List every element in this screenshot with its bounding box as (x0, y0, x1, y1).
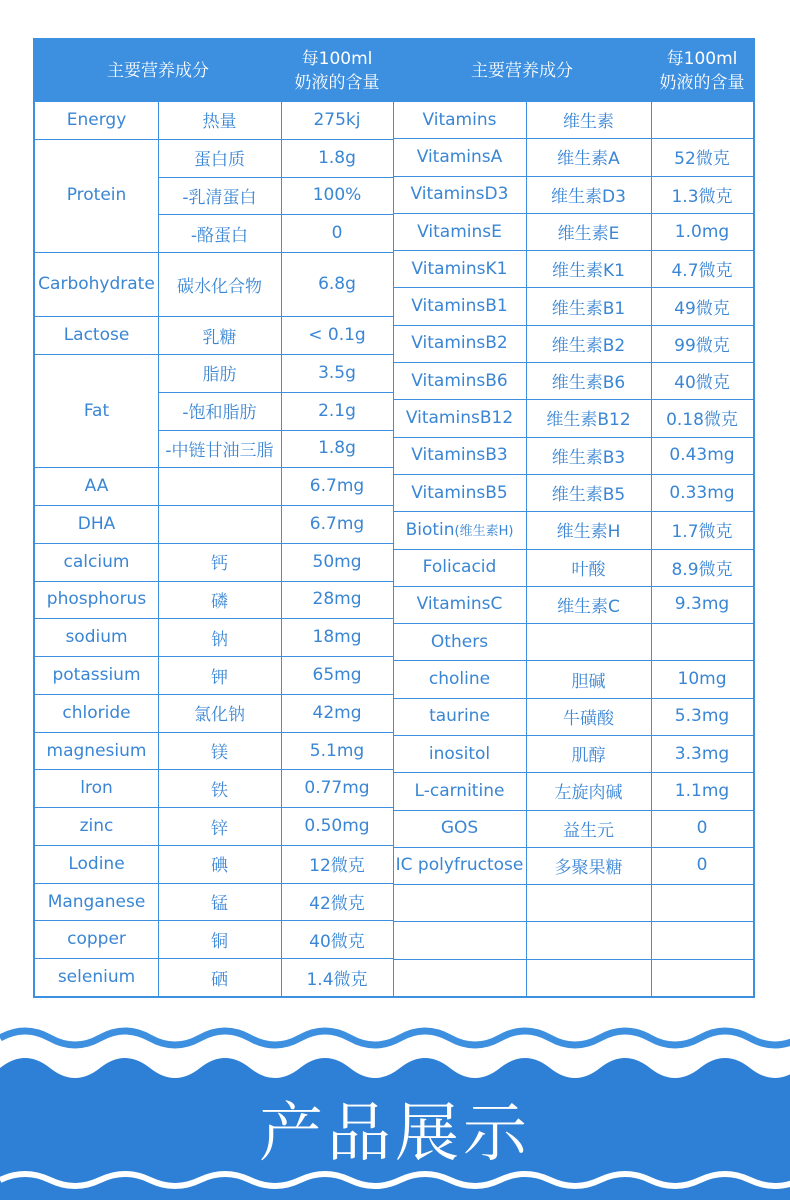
nutrient-value: 99微克 (674, 335, 730, 356)
nutrition-table (33, 38, 755, 998)
nutrient-name-en (393, 213, 526, 250)
nutrient-value: 0.77mg (304, 778, 370, 799)
nutrient-name-en-text: L-carnitine (414, 780, 505, 801)
row-divider (393, 138, 753, 139)
nutrient-name-en-text: VitaminsK1 (411, 258, 508, 279)
nutrient-value: 1.1mg (674, 780, 730, 801)
nutrient-value: 0 (331, 223, 343, 244)
nutrient-value: 12微克 (309, 856, 365, 877)
nutrient-name-en (393, 362, 526, 399)
nutrient-name-en-text: GOS (440, 818, 479, 839)
nutrient-value: 5.1mg (309, 740, 365, 761)
row-divider (35, 656, 393, 657)
row-divider (35, 769, 393, 770)
nutrient-name-cn: 肌醇 (571, 746, 606, 767)
nutrient-name-cn: 热量 (202, 112, 237, 133)
nutrient-value: 9.3mg (674, 594, 730, 615)
row-divider (35, 252, 393, 253)
row-divider (393, 176, 753, 177)
nutrient-name-en (393, 735, 526, 772)
nutrient-name-cn: -乳清蛋白 (182, 187, 257, 208)
row-divider (393, 511, 753, 512)
nutrient-name-en: selenium (57, 967, 136, 988)
nutrient-name-en: DHA (77, 513, 116, 534)
nutrient-name-en: potassium (52, 665, 141, 685)
nutrient-name-en-text: VitaminsC (416, 594, 503, 615)
nutrient-name-en (393, 586, 526, 623)
nutrient-name-en: magnesium (46, 740, 147, 761)
nutrient-value: 40微克 (674, 373, 730, 394)
nutrient-name-cn: 乳糖 (202, 327, 237, 348)
nutrient-name-en-text: Folicacid (422, 557, 497, 578)
row-divider (35, 845, 393, 846)
nutrient-name-en: phosphorus (46, 589, 147, 610)
nutrient-name-en: Energy (66, 109, 127, 130)
row-divider (393, 810, 753, 811)
nutrient-name-en: Manganese (47, 891, 146, 912)
row-divider (393, 213, 753, 214)
row-divider (35, 694, 393, 695)
nutrient-name-en: lron (80, 778, 113, 799)
nutrient-name-cn: 益生元 (563, 820, 614, 841)
nutrient-value: 1.0mg (674, 221, 730, 242)
column-divider (281, 101, 282, 996)
nutrient-name-cn: 碘 (211, 856, 228, 877)
nutrient-name-en-text: VitaminsB12 (405, 407, 514, 428)
nutrient-value: 18mg (312, 627, 362, 648)
nutrient-value: 50mg (312, 551, 362, 572)
nutrient-name-cn: 维生素B3 (551, 447, 626, 468)
nutrient-value: 2.1g (318, 400, 356, 421)
row-divider (35, 316, 393, 317)
nutrient-value: 1.4微克 (306, 969, 368, 990)
nutrient-name-cn: 维生素B5 (551, 485, 626, 506)
nutrient-name-en (393, 810, 526, 847)
nutrient-name-en: Lactose (63, 325, 130, 346)
nutrient-name-cn: -饱和脂肪 (182, 403, 257, 424)
header-col2-line2: 奶液的含量 (294, 72, 380, 93)
row-divider (393, 250, 753, 251)
nutrient-value: 6.7mg (309, 513, 365, 534)
nutrient-name-en-text: Others (430, 631, 489, 652)
row-divider (35, 354, 393, 355)
column-divider (158, 101, 159, 996)
nutrient-value: 3.5g (318, 362, 356, 383)
nutrient-value: 275kj (313, 109, 361, 130)
row-divider (35, 581, 393, 582)
row-divider (393, 772, 753, 773)
nutrient-name-cn: 维生素K1 (552, 261, 625, 282)
nutrient-name-en-text: VitaminsB2 (411, 333, 508, 354)
nutrient-name-en (393, 847, 526, 884)
row-divider (35, 543, 393, 544)
nutrient-value: 1.8g (318, 147, 356, 168)
nutrient-value: 8.9微克 (671, 559, 733, 580)
nutrient-value: 0.18微克 (666, 410, 738, 431)
nutrient-name-en: Carbohydrate (38, 274, 155, 295)
nutrient-name-en-text: VitaminsA (416, 146, 503, 167)
nutrient-name-en-text: Vitamins (422, 109, 497, 130)
row-divider (393, 474, 753, 475)
nutrient-name-en: Lodine (68, 853, 125, 874)
nutrient-name-cn: 维生素B6 (551, 373, 626, 394)
row-divider (393, 884, 753, 885)
column-divider (393, 101, 394, 996)
nutrient-name-cn: 维生素B12 (546, 410, 631, 431)
nutrient-name-en-text: VitaminsD3 (410, 184, 509, 205)
nutrient-name-cn: 锰 (211, 894, 228, 915)
nutrient-name-cn: 维生素 (563, 112, 614, 133)
row-divider (393, 362, 753, 363)
row-divider (393, 623, 753, 624)
nutrient-name-cn: 硒 (211, 969, 228, 990)
nutrient-value: 40微克 (309, 931, 365, 952)
nutrient-name-en (393, 138, 526, 175)
row-divider (35, 618, 393, 619)
column-divider (526, 101, 527, 996)
row-divider (35, 505, 393, 506)
nutrient-value: 10mg (677, 669, 727, 690)
nutrient-name-en-text: VitaminsB1 (411, 296, 508, 317)
header-col2-line1: 每100ml (301, 48, 373, 69)
row-divider (35, 883, 393, 884)
row-divider (35, 467, 393, 468)
table-body (35, 101, 753, 996)
nutrient-value: 5.3mg (674, 706, 730, 727)
nutrient-value (651, 101, 753, 138)
row-divider (158, 214, 393, 215)
row-divider (393, 549, 753, 550)
nutrient-name-cn: 维生素B1 (551, 298, 626, 319)
row-divider (158, 430, 393, 431)
header-col2 (281, 40, 393, 101)
row-divider (35, 101, 753, 102)
nutrient-value: 0 (696, 818, 708, 839)
nutrient-name-en (393, 698, 526, 735)
nutrient-value: 1.3微克 (671, 186, 733, 207)
row-divider (35, 920, 393, 921)
nutrient-value: 0.33mg (669, 482, 735, 503)
table-header (35, 40, 753, 101)
nutrient-value: 6.8g (318, 274, 356, 295)
row-divider (393, 325, 753, 326)
nutrient-name-cn: 磷 (211, 591, 228, 612)
nutrient-name-cn: 蛋白质 (194, 150, 245, 171)
nutrient-name-cn: 左旋肉碱 (554, 783, 623, 804)
nutrient-name-en: Protein (66, 185, 127, 206)
nutrient-name-cn: 叶酸 (571, 559, 606, 580)
row-divider (158, 392, 393, 393)
nutrient-name-en (393, 511, 526, 548)
header-col4 (651, 40, 753, 101)
nutrient-name-en (393, 660, 526, 697)
nutrient-name-en-text: taurine (429, 706, 490, 727)
nutrient-name-en (393, 176, 526, 213)
nutrient-name-en-text: IC polyfructose (395, 855, 524, 876)
row-divider (393, 921, 753, 922)
nutrient-name-en-text: VitaminsE (417, 221, 502, 242)
nutrient-value: 0.43mg (669, 445, 735, 466)
nutrient-value (651, 623, 753, 660)
nutrient-value: 3.3mg (674, 743, 730, 764)
row-divider (35, 958, 393, 959)
nutrient-name-en-text: choline (428, 669, 491, 690)
row-divider (35, 807, 393, 808)
row-divider (393, 959, 753, 960)
nutrient-name-cn (158, 505, 281, 543)
nutrient-name-cn: 维生素E (557, 224, 620, 245)
nutrient-name-cn: 钙 (211, 554, 228, 575)
row-divider (393, 287, 753, 288)
nutrient-name-en (393, 549, 526, 586)
row-divider (393, 586, 753, 587)
column-divider (651, 101, 652, 996)
nutrient-name-cn: -中链甘油三脂 (165, 440, 274, 461)
row-divider (158, 177, 393, 178)
nutrient-name-cn: 钠 (211, 629, 228, 650)
nutrient-value: 1.8g (318, 438, 356, 459)
nutrient-value: 1.7微克 (671, 522, 733, 543)
nutrient-name-en (393, 101, 526, 138)
nutrient-name-en (393, 623, 526, 660)
header-col3: 主要营养成分 (471, 60, 573, 81)
nutrient-name-cn: 多聚果糖 (554, 857, 623, 878)
nutrient-name-en: AA (84, 476, 109, 497)
row-divider (35, 139, 393, 140)
row-divider (393, 735, 753, 736)
nutrient-name-cn: 镁 (211, 743, 228, 764)
row-divider (393, 399, 753, 400)
nutrient-name-cn: 钾 (211, 667, 228, 688)
nutrient-name-cn: 牛磺酸 (563, 708, 614, 729)
row-divider (393, 847, 753, 848)
nutrient-value: 0 (696, 855, 708, 876)
nutrient-name-en: Fat (83, 400, 110, 421)
nutrient-name-cn: 维生素B2 (551, 335, 626, 356)
nutrient-value: 0.50mg (304, 816, 370, 837)
nutrient-value: 42微克 (309, 894, 365, 915)
nutrient-name-cn: -酪蛋白 (190, 225, 249, 246)
nutrient-name-en-text: inositol (428, 743, 491, 764)
nutrient-value: 49微克 (674, 298, 730, 319)
nutrient-name-en: copper (67, 929, 126, 950)
nutrient-name-en: zinc (79, 816, 114, 837)
nutrient-name-cn: 维生素D3 (551, 186, 626, 207)
nutrient-name-en (393, 250, 526, 287)
nutrient-name-cn: 锌 (211, 818, 228, 839)
nutrient-value: 42mg (312, 702, 362, 723)
nutrient-name-cn: 氯化钠 (194, 705, 245, 726)
nutrient-name-en (393, 474, 526, 511)
row-divider (393, 698, 753, 699)
row-divider (35, 732, 393, 733)
nutrient-value: 100% (312, 185, 362, 206)
nutrient-name-en (393, 325, 526, 362)
nutrient-name-en (393, 772, 526, 809)
nutrient-name-en (393, 437, 526, 474)
nutrient-name-en-text: VitaminsB6 (411, 370, 508, 391)
nutrient-value: < 0.1g (308, 325, 366, 346)
nutrient-value: 6.7mg (309, 476, 365, 497)
nutrient-name-en: chloride (62, 702, 131, 723)
nutrient-name-cn: 脂肪 (202, 365, 237, 386)
nutrient-name-cn: 维生素H (556, 522, 621, 543)
nutrient-name-en-text: VitaminsB3 (411, 445, 508, 466)
nutrient-name-en-text: VitaminsB5 (411, 482, 508, 503)
header-col4-line2: 奶液的含量 (659, 72, 745, 93)
nutrient-name-en (393, 287, 526, 324)
nutrient-name-cn: 维生素A (557, 149, 620, 170)
nutrient-name-cn (158, 467, 281, 505)
nutrient-value: 4.7微克 (671, 261, 733, 282)
nutrient-value: 28mg (312, 589, 362, 610)
nutrient-name-cn: 碳水化合物 (177, 276, 262, 297)
nutrient-name-en: sodium (65, 627, 128, 648)
row-divider (393, 660, 753, 661)
nutrient-name-cn: 铁 (211, 780, 228, 801)
header-col4-line1: 每100ml (666, 48, 738, 69)
nutrient-name-cn: 胆碱 (571, 671, 606, 692)
row-divider (393, 437, 753, 438)
nutrient-name-cn (526, 623, 651, 660)
nutrient-name-en: calcium (63, 551, 130, 572)
header-col1: 主要营养成分 (107, 60, 209, 81)
nutrient-name-en-note: (维生素H) (454, 524, 514, 540)
nutrient-name-cn: 维生素C (557, 596, 620, 617)
nutrient-value: 52微克 (674, 149, 730, 170)
nutrient-name-en-text: Biotin (405, 519, 455, 540)
nutrient-name-en (393, 399, 526, 436)
nutrient-name-cn: 铜 (211, 931, 228, 952)
banner-title: 产品展示 (259, 1097, 531, 1171)
nutrient-value: 65mg (312, 665, 362, 685)
